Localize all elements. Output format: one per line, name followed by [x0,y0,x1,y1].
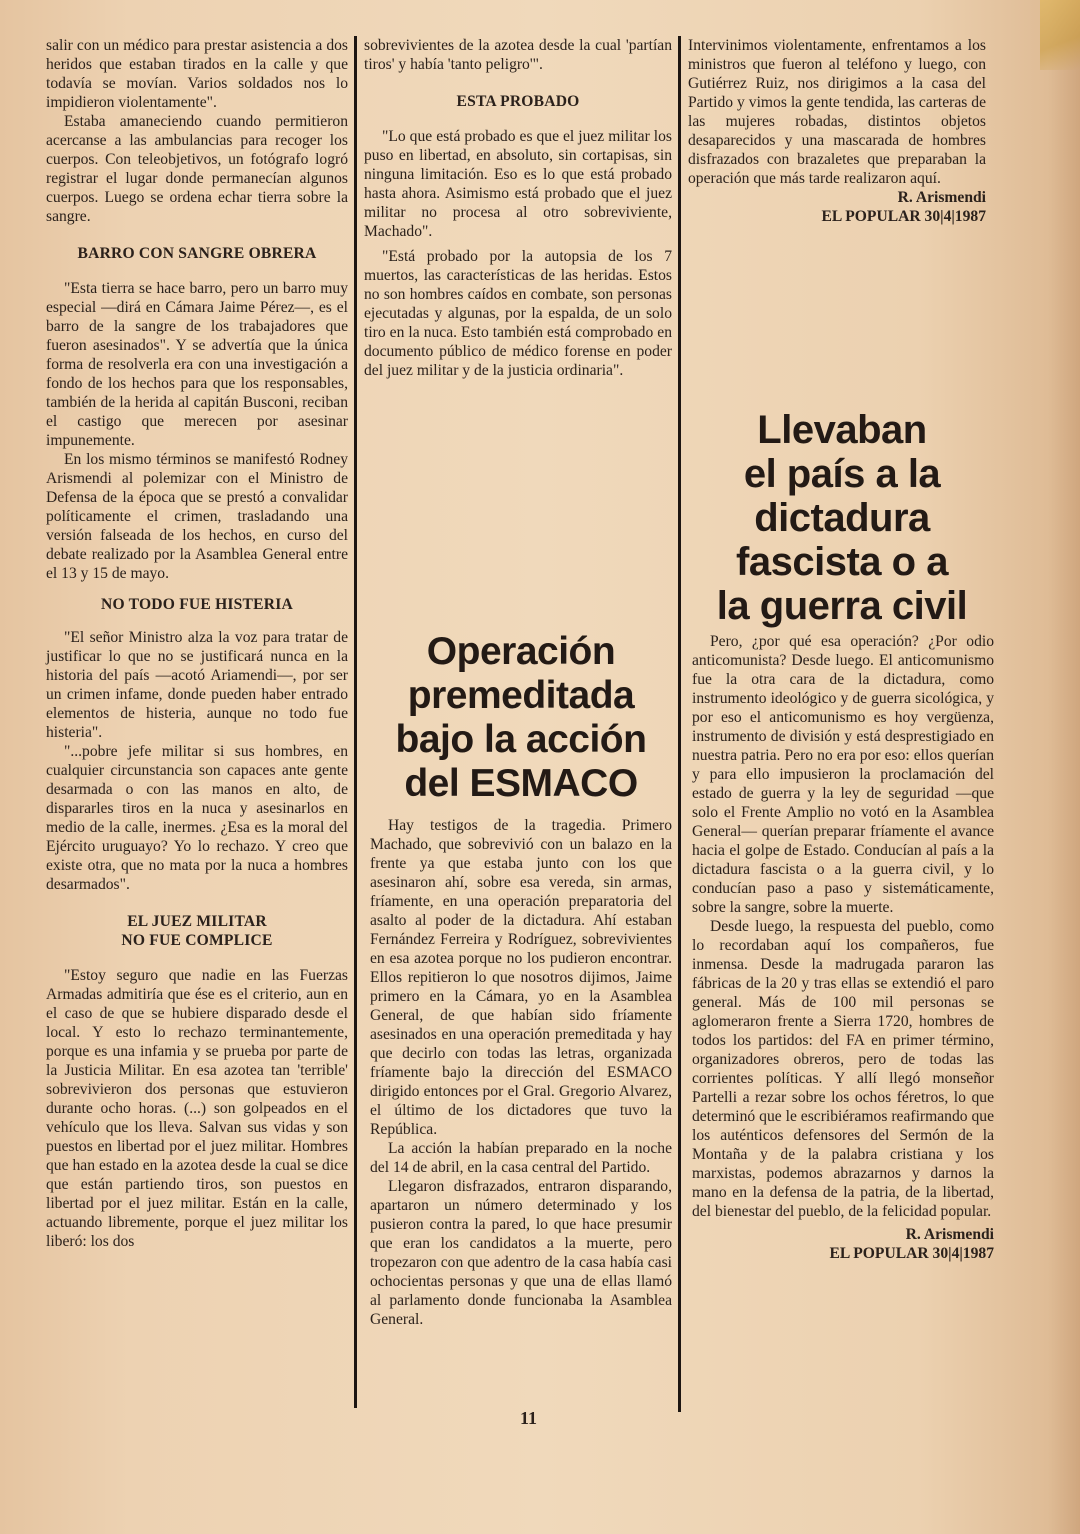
column-rule [678,36,681,1412]
paragraph: Intervinimos violentamente, enfrentamos a los ministros que fueron al teléfono y luego, con Gutiérrez Ruiz, nos dirigimos a la casa del Partido y vimos la gente tendida, las carteras de las mujeres robadas, distintos objetos desaparecidos y una mascarada de hombres disfrazados con brazaletes que preparaban la operación que más tarde realizaron aquí. [688,37,986,187]
paragraph: Estaba amaneciendo cuando permitieron acercanse a las ambulancias para recoger los cuerpos. Con teleobjetivos, un fotógrafo logró registrar el lugar donde permanecían algunos cuerpos. Luego se ordena echar tierra sobre la sangre. [46,113,348,225]
paragraph: salir con un médico para prestar asistencia a dos heridos que estaban tirados en la calle y que todavía se movían. Varios soldados nos lo impidieron violentamente". [46,37,348,111]
headline-llevaban [700,408,984,628]
paragraph: sobrevivientes de la azotea desde la cual 'partían tiros' y había 'tanto peligro'". [364,37,672,73]
headline-line: dictadura [754,496,930,540]
paragraph: "Lo que está probado es que el juez militar los puso en libertad, en absoluto, sin cortapisas, sin ninguna limitación. Eso es lo que está probado hasta ahora. Asimismo está probado que el juez militar no procesa al otro sobreviviente, Machado". [364,128,672,240]
paragraph: "Estoy seguro que nadie en las Fuerzas Armadas admitiría que ése es el criterio, aun en el caso de que se hubiere disparado desde el local. Y esto lo rechazo terminantemente, porque es una infamia y se prueba por parte de la Justicia Militar. En esa azotea tan 'terrible' sobrevivieron dos personas que estuvieron durante ocho horas. (...) son golpeados en el vehículo que los lleva. Salvan sus vidas y son puestos en libertad por el juez militar. Hombres que han estado en la azotea desde la cual se dice que están partiendo tiros, son puestos en libertad por el juez militar. Están en la calle, actuando libremente, porque el juez militar los liberó: los dos [46,967,348,1250]
subheading: EL JUEZ MILITAR [127,913,267,930]
headline-line: Llevaban [757,408,927,452]
column-1 [46,36,348,1251]
paragraph: "Esta tierra se hace barro, pero un barro muy especial —dirá en Cámara Jaime Pérez—, es el barro de la sangre de los trabajadores que fueron asesinados". Y se advertía que la única forma de resolverla era con una investigación a fondo de los hechos para que los responsables, también de la herida al capitán Busconi, reciban el castigo que merecen por asesinar impunemente. [46,280,348,449]
paragraph: Hay testigos de la tragedia. Primero Machado, que sobrevivió con un balazo en la frente ya que estaba junto con los que asesinaron ahí, sobre esa vereda, sin armas, fríamente, en una operación preparatoria del asalto al poder de la dictadura. Ahí estaban Fernández Ferreira y Rodríguez, sobrevivientes en esa azotea porque no los pudieron encontrar. Ellos repitieron lo que nosotros dijimos, Jaime primero en la Cámara, yo en la Asamblea General, de que habían sido fríamente asesinados en una operación premeditada y hay que decirlo con todas las letras, organizada fríamente bajo la dirección del ESMACO dirigido entonces por el Gral. Gregorio Alvarez, el último de los dictadores que tuvo la República. [370,817,672,1138]
author-name: R. Arismendi [897,189,986,206]
paragraph: La acción la habían preparado en la noche del 14 de abril, en la casa central del Partido. [370,1140,672,1176]
column-3 [688,36,986,226]
subheading: NO FUE COMPLICE [121,932,273,949]
tape-stain [1040,0,1080,70]
subheading: NO TODO FUE HISTERIA [101,596,293,613]
paragraph: Pero, ¿por qué esa operación? ¿Por odio anticomunista? Desde luego. El anticomunismo fue la otra cara de la dictadura, como instrumento ideológico y de guerra sicológica, y por eso el anticomunismo es hoy vergüenza, instrumento de división y está desprestigiado en nuestra patria. Pero no era por eso: ellos querían y para ello impusieron la proclamación del estado de guerra y la ley de seguridad —que solo el Frente Amplio no votó en la Asamblea General— querían preparar fríamente el avance hacia el golpe de Estado. Conducían al país a la dictadura fascista o a la guerra civil, y lo conducían paso a paso y sistemáticamente, sobre la sangre, sobre la muerte. [692,633,994,916]
column-rule [354,36,357,1408]
paragraph: "Está probado por la autopsia de los 7 muertos, las características de las heridas. Estos no son hombres caídos en combate, son personas ejecutadas y algunas, por la espalda, de un solo tiro en la nuca. Esto también está comprobado en documento público de médico forense en poder del juez militar y de la justicia ordinaria". [364,248,672,379]
column-2 [364,36,672,380]
author-name: R. Arismendi [905,1226,994,1243]
headline-line: Operación [426,630,616,673]
headline-line: bajo la acción [395,718,647,761]
headline-line: fascista o a [736,540,948,584]
column-3-lower [692,632,994,1263]
paragraph: "El señor Ministro alza la voz para tratar de justificar lo que no se justificará nunca en la historia del país —acotó Ariamendi—, por ser un crimen infame, donde pueden haber entrado elementos de histeria, aunque no todo fue histeria". [46,629,348,741]
paragraph: Desde luego, la respuesta del pueblo, como lo recordaban aquí los compañeros, fue inmensa. Desde la madrugada pararon las fábricas de la 20 y tras ellas se extendió el paro general. Más de 100 mil personas se aglomeraron frente a Sierra 1720, hombres de todos los partidos: del FA en primer término, organizadores obreros, pero de todas las corrientes políticas. Y allí llegó monseñor Partelli a rezar sobre los ochos féretros, lo que determinó que le escribiéramos reafirmando que los auténticos defensores del Sermón de la Montaña y de la palabra cristiana y los marxistas, podemos abrazarnos y darnos la mano en la defensa de la patria, de la libertad, del bienestar del pueblo, de la felicidad popular. [692,918,994,1220]
headline-line: premeditada [407,674,635,717]
signature [688,188,986,226]
paragraph: En los mismo términos se manifestó Rodney Arismendi al polemizar con el Ministro de Defensa de la época que se prestó a convalidar políticamente el crimen, trasladando una versión falseada de los hechos, en curso del debate realizado por la Asamblea General entre el 13 y 15 de mayo. [46,451,348,582]
page-number: 11 [520,1408,538,1428]
paragraph: "...pobre jefe militar si sus hombres, en cualquier circunstancia son capaces ante gente desarmada o con las manos en alto, de dispararles tiros en la nuca y asesinarlos en medio de la calle, inermes. ¿Esa es la moral del Ejército uruguayo? Yo lo rechazo. Y creo que existe otra, que no mata por la nuca a hombres desarmados". [46,743,348,893]
paragraph: Llegaron disfrazados, entraron disparando, apartaron un número determinado y los pusieron contra la pared, lo que hace presumir que eran los candidatos a la muerte, pero tropezaron con que adentro de la casa había casi ochocientas personas y que una de ellas llamó al parlamento donde funcionaba la Asamblea General. [370,1178,672,1328]
column-2-lower [370,816,672,1329]
subheading: BARRO CON SANGRE OBRERA [77,245,317,262]
headline-line: el país a la [743,452,941,496]
subheading: ESTA PROBADO [456,93,580,110]
publication-date: EL POPULAR 30|4|1987 [829,1245,994,1262]
publication-date: EL POPULAR 30|4|1987 [821,208,986,225]
headline-line: del ESMACO [404,762,638,805]
headline-operacion [376,630,666,806]
signature [692,1225,994,1263]
headline-line: la guerra civil [716,584,968,628]
